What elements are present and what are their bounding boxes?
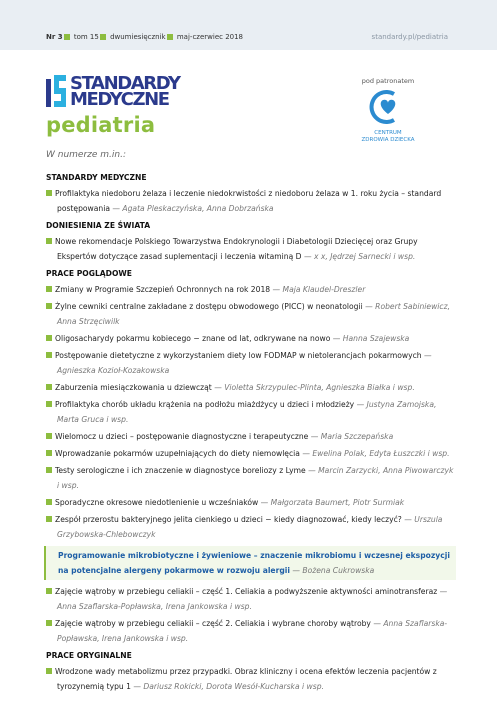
issue-date: maj-czerwiec 2018 <box>176 33 244 41</box>
section-title: pediatria <box>46 113 156 137</box>
article-title: Żylne cewniki centralne zakładane z dostępu obwodowego (PICC) w neonatologii <box>55 302 363 311</box>
patronage-label: pod patronatem <box>361 77 415 85</box>
patron-org-line-2: ZDROWIA DZIECKA <box>361 137 415 143</box>
patronage-block <box>352 77 424 144</box>
frequency: dwumiesięcznik <box>110 33 166 41</box>
article-item[interactable] <box>46 616 456 646</box>
article-item[interactable] <box>46 495 456 510</box>
article-item[interactable] <box>46 664 456 694</box>
category-heading: DONIESIENIA ZE ŚWIATA <box>46 221 151 230</box>
article-authors: — Hanna Szajewska <box>332 334 410 343</box>
article-authors: — Maja Klaudel-Dreszler <box>272 285 366 294</box>
article-authors: — Anna Szaflarska-Popławska, Irena Jankowska i wsp. <box>57 587 448 611</box>
article-item[interactable] <box>46 348 456 378</box>
article-item[interactable] <box>46 380 456 395</box>
article-item[interactable] <box>46 446 456 461</box>
article-authors: — Ewelina Polak, Edyta Łuszczki i wsp. <box>302 449 450 458</box>
article-item[interactable] <box>46 299 456 329</box>
bullet-square-icon <box>46 516 52 522</box>
category-heading: PRACE POGLĄDOWE <box>46 269 132 278</box>
bullet-square-icon <box>46 433 52 439</box>
table-of-contents <box>46 168 456 696</box>
article-item[interactable] <box>46 186 456 216</box>
article-authors: — Agata Pleskaczyńska, Anna Dobrzańska <box>112 204 274 213</box>
article-title: Wielomocz u dzieci – postępowanie diagnostyczne i terapeutyczne <box>55 432 309 441</box>
article-authors: — Violetta Skrzypulec-Plinta, Agnieszka Białka i wsp. <box>214 383 415 392</box>
bullet-square-icon <box>46 668 52 674</box>
issue-number: Nr 3 <box>46 33 63 41</box>
category-heading: PRACE ORYGINALNE <box>46 651 132 660</box>
article-title: Zajęcie wątroby w przebiegu celiakii – część 1. Celiakia a podwyższenie aktywności aminotransferaz <box>55 587 438 596</box>
article-title: Wrodzone wady metabolizmu przez przypadki. Obraz kliniczny i ocena efektów leczenia pacjentów z tyrozynemią typu 1 <box>55 667 437 691</box>
bullet-square-icon <box>46 335 52 341</box>
article-authors: — Maria Szczepańska <box>310 432 394 441</box>
patron-org <box>352 130 424 144</box>
article-title: Zespół przerostu bakteryjnego jelita cienkiego u dzieci − kiedy diagnozować, kiedy leczyć? <box>55 515 402 524</box>
bullet-square-icon <box>100 34 106 40</box>
article-title: Zmiany w Programie Szczepień Ochronnych na rok 2018 <box>55 285 271 294</box>
bullet-square-icon <box>46 384 52 390</box>
logo-line-2: MEDYCZNE <box>70 89 169 110</box>
article-title: Postępowanie dietetyczne z wykorzystaniem diety low FODMAP w nietolerancjach pokarmowych <box>55 351 422 360</box>
heart-logo-icon <box>368 90 408 124</box>
article-title: Sporadyczne okresowe niedotlenienie u wcześniaków <box>55 498 259 507</box>
article-authors: — Urszula Grzybowska-Chlebowczyk <box>57 515 443 539</box>
site-url-link[interactable]: standardy.pl/pediatria <box>371 33 448 41</box>
article-item[interactable] <box>46 282 456 297</box>
patron-org-line-1: CENTRUM <box>374 130 402 136</box>
article-title: Oligosacharydy pokarmu kobiecego − znane od lat, odkrywane na nowo <box>55 334 331 343</box>
bullet-square-icon <box>46 190 52 196</box>
bullet-square-icon <box>46 401 52 407</box>
bullet-square-icon <box>46 286 52 292</box>
article-item[interactable] <box>46 429 456 444</box>
bullet-square-icon <box>46 303 52 309</box>
bullet-square-icon <box>167 34 173 40</box>
top-bar <box>0 0 497 50</box>
volume: tom 15 <box>73 33 99 41</box>
article-title: Profilaktyka niedoboru żelaza i leczenie niedokrwistości z niedoboru żelaza w 1. roku życia – standard postępowania <box>55 189 442 213</box>
bullet-square-icon <box>46 620 52 626</box>
article-title: Wprowadzanie pokarmów uzupełniających do diety niemowlęcia <box>55 449 300 458</box>
article-authors: — Agnieszka Kozioł-Kozakowska <box>57 351 432 375</box>
article-item[interactable] <box>46 234 456 264</box>
bullet-square-icon <box>46 450 52 456</box>
bullet-square-icon <box>46 588 52 594</box>
article-title: Zajęcie wątroby w przebiegu celiakii – część 2. Celiakia i wybrane choroby wątroby <box>55 619 371 628</box>
logo-mark-icon <box>46 75 66 107</box>
article-item[interactable] <box>46 512 456 542</box>
article-authors: — Anna Szaflarska-Popławska, Irena Jankowska i wsp. <box>57 619 448 643</box>
article-authors: — x x, Jędrzej Sarnecki i wsp. <box>303 252 416 261</box>
article-authors: — Marcin Zarzycki, Anna Piwowarczyk i wsp. <box>57 466 454 490</box>
article-title: Profilaktyka chorób układu krążenia na podłożu miażdżycy u dzieci i młodzieży <box>55 400 355 409</box>
article-title: Testy serologiczne i ich znaczenie w diagnostyce boreliozy z Lyme <box>55 466 306 475</box>
article-authors: — Małgorzata Baumert, Piotr Surmiak <box>260 498 405 507</box>
article-title: Nowe rekomendacje Polskiego Towarzystwa Endokrynologii i Diabetologii Dziecięcej oraz Grupy Ekspertów dotyczące zasad suplementacji i leczenia witaminą D <box>55 237 418 261</box>
bullet-square-icon <box>46 499 52 505</box>
article-authors: — Dariusz Rokicki, Dorota Wesół-Kucharska i wsp. <box>133 682 324 691</box>
article-item[interactable] <box>46 397 456 427</box>
logo-line-1: STANDARDY <box>70 73 180 94</box>
article-authors: — Justyna Zamojska, Marta Gruca i wsp. <box>57 400 437 424</box>
article-item[interactable] <box>46 463 456 493</box>
bullet-square-icon <box>64 34 70 40</box>
article-item[interactable] <box>46 584 456 614</box>
article-title: Programowanie mikrobiotyczne i żywieniowe – znaczenie mikrobiomu i wczesnej ekspozycji na potencjalne alergeny pokarmowe w rozwoju alergii <box>58 551 450 575</box>
bullet-square-icon <box>46 352 52 358</box>
issue-meta <box>46 33 243 41</box>
intro-text: W numerze m.in.: <box>46 150 127 160</box>
bullet-square-icon <box>46 238 52 244</box>
bullet-square-icon <box>46 467 52 473</box>
article-authors: — Bożena Cukrowska <box>292 566 375 575</box>
category-heading: STANDARDY MEDYCZNE <box>46 173 147 182</box>
article-authors: — Robert Sabiniewicz, Anna Strzęciwilk <box>57 302 450 326</box>
featured-article[interactable] <box>44 546 456 580</box>
article-item[interactable] <box>46 331 456 346</box>
article-title: Zaburzenia miesiączkowania u dziewcząt <box>55 383 212 392</box>
standardy-medyczne-logo <box>46 75 206 109</box>
